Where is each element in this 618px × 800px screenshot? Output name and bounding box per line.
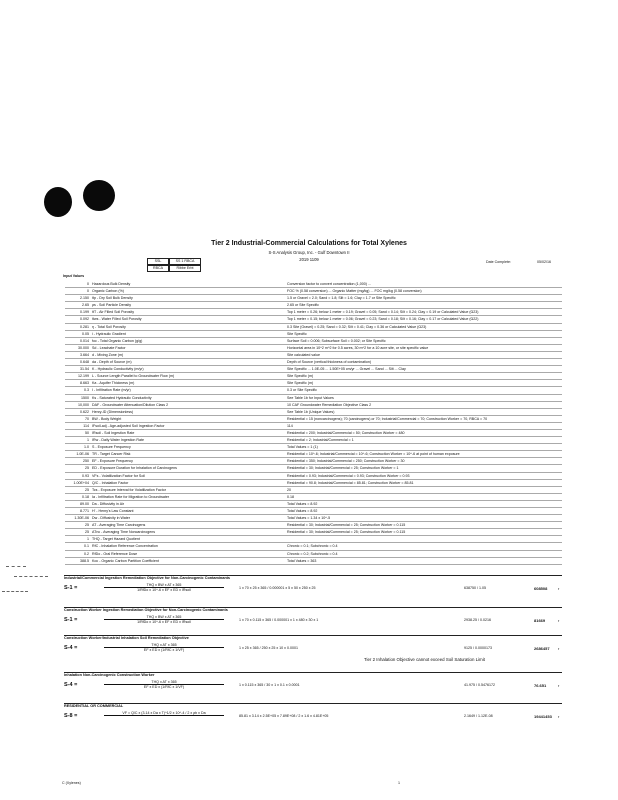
formula-evaluated: 41.975 / 0.5476172 <box>464 683 495 687</box>
row-description: RfC - Inhalation Reference Concentration <box>92 544 158 549</box>
row-value: 3.664 <box>80 352 89 357</box>
row-description: Dw - Diffusivity in Water <box>92 516 130 521</box>
row-note: Total Values = 8.92 <box>287 501 318 506</box>
checkbox-ss1-rbca[interactable]: SS 1 RBCA <box>169 258 201 265</box>
formula-values: 1 x 0.115 x 365 / 30 x 1 x 0.1 x 0.0001 <box>239 683 300 687</box>
row-value: 1.00E+04 <box>73 480 89 485</box>
input-row <box>65 366 562 373</box>
input-row <box>65 380 562 387</box>
row-value: 89.00 <box>80 501 89 506</box>
row-note: Site Specific ... 1.0E-05 ... 1.50E+05 cm/yr ... Gravel ... Sand ... Silt ... Clay <box>287 367 406 372</box>
row-note: Residential = 200; Industrial/Commercial = 50; Construction Worker = 480 <box>287 430 405 435</box>
row-note: Top 1 meter = 0.15; below 1 meter = 0.06; Gravel = 0.23; Sand = 0.18; Silt = 0.16; Clay = 0.17 or Calculated Value (Ω22) <box>287 317 479 322</box>
row-description: AT - Averaging Time Carcinogens <box>92 523 146 528</box>
row-note: Site Specific (m) <box>287 381 314 386</box>
input-row <box>65 487 562 494</box>
row-value: 1500 <box>81 395 89 400</box>
input-row <box>65 338 562 345</box>
row-description: IRsoil - Soil Ingestion Rate <box>92 430 135 435</box>
row-note: Total Values = 1.34 x 10^-5 <box>287 516 331 521</box>
row-note: Residential = 15 (noncarcinogens); 70 (carcinogens) or 70; Industrial/Commercial = 70; Construction Worker = 70, RBCA = 70 <box>287 416 488 421</box>
row-value: 0.3 <box>84 388 89 393</box>
formula-label: S-8 = <box>64 713 78 719</box>
row-note: 0.3 or Site Specific <box>287 388 317 393</box>
section-heading: Construction Worker Ingestion Remediation Objective for Non-Carcinogenic Contaminants <box>64 608 228 612</box>
calculation-section <box>64 672 562 699</box>
row-description: L - Source Length Parallel to Groundwater Flow (m) <box>92 374 175 379</box>
row-value: 1.0E-06 <box>76 452 89 457</box>
row-value: 2.65 <box>82 303 89 308</box>
date-complete-label: Date Complete: <box>486 260 511 264</box>
row-value: 0.1 <box>84 544 89 549</box>
row-note: Total Values = 8.92 <box>287 509 318 513</box>
row-note: 0.3 Site (Gravel) = 0.25; Sand = 0.32; Silt = 0.41; Clay = 0.36 or Calculated Value (Ω23) <box>287 324 427 329</box>
row-description: Henry-ID (Dimensionless) <box>92 409 134 414</box>
result-unit: r <box>558 586 560 591</box>
formula-values: 1 x 25 x 365 / 250 x 25 x 10 x 0.0001 <box>239 646 298 650</box>
row-description: IFsoil-adj - Age-adjusted Soil Ingestion Factor <box>92 423 165 428</box>
row-note: See Table 1b (Unique Values) <box>287 409 335 414</box>
input-row <box>65 316 562 323</box>
row-note: Top 1 meter = 0.26; below 1 meter = 0.19; Gravel = 0.05; Sand = 0.14; Silt = 0.24; Clay = 0.19 or Calculated Value (Ω23) <box>287 310 479 315</box>
formula-numerator: THQ x AT x 365 <box>104 643 224 648</box>
calculation-section <box>64 575 562 602</box>
formula-fraction <box>104 615 224 624</box>
row-value: 1.0 <box>84 445 89 450</box>
formula-result: 19441453 <box>534 714 552 719</box>
row-note: 2.65 or Site Specific <box>287 303 319 308</box>
row-value: 1 <box>87 537 89 542</box>
margin-mark <box>2 591 28 592</box>
row-description: θT - Air Filled Soil Porosity <box>92 310 135 315</box>
row-description: DAF - Groundwater Attenuation/Dilution Class 2 <box>92 402 169 407</box>
row-value: 0.014 <box>80 338 89 343</box>
date-line: 2019 1109 <box>299 257 319 262</box>
formula-numerator: THQ x BW x AT x 365 <box>104 583 224 588</box>
row-description: η - Total Soil Porosity <box>92 324 126 329</box>
row-value: 25 <box>85 523 89 528</box>
formula-fraction <box>104 680 224 689</box>
input-row <box>65 536 562 543</box>
scan-blob-left <box>44 187 72 217</box>
row-value: 1.30E-06 <box>74 516 89 521</box>
row-note: Residential = 350; Industrial/Commercial = 250; Construction Worker = 30 <box>287 459 405 464</box>
section-note: Tier 2 Inhalation Objective cannot exceed Soil Saturation Limit <box>364 657 485 662</box>
input-row <box>65 508 562 515</box>
formula-denominator: EF x ED x (1/RfC x 1/VF) <box>143 685 185 689</box>
formula-fraction <box>104 643 224 652</box>
row-value: 30.000 <box>78 345 89 350</box>
row-note: Residential = 90.8; Industrial/Commercial = 85.81; Construction Worker = 85.81 <box>287 480 414 485</box>
input-row <box>65 480 562 487</box>
input-values-table <box>65 281 562 565</box>
row-note: Chronic = 0.1; Subchronic = 0.4 <box>287 544 338 549</box>
row-description: TR - Target Cancer Risk <box>92 452 131 457</box>
row-description: THQ - Target Hazard Quotient <box>92 537 140 542</box>
formula-numerator: VF = Q/C x (3.14 x Da x T)^1/2 x 10^-4 / 2 x ρb x Da <box>104 711 224 716</box>
input-row <box>65 409 562 416</box>
row-value: 0 <box>87 289 89 294</box>
formula-label: S-1 = <box>64 617 78 623</box>
row-description: Organic Carbon (%) <box>92 289 124 294</box>
row-description: K - Hydraulic Conductivity (m/yr) <box>92 367 144 372</box>
input-row <box>65 331 562 338</box>
row-description: VFs - Volatilization Factor for Soil <box>92 473 145 478</box>
row-description: da - Depth of Source (m) <box>92 360 132 365</box>
formula-result: 81669 <box>534 618 546 623</box>
formula-label: S-1 = <box>64 585 78 591</box>
row-note: Residential = 10^-6; Industrial/Commercial = 10^-6; Construction Worker = 10^-6 at point of human exposure <box>287 452 460 457</box>
checkbox-rbca[interactable]: RBCA <box>147 265 169 272</box>
row-note: Horizontal area in 10^2 m^2 for 0.5 acres, 30 m^2 for a 10 acre site, or site specific value <box>287 345 429 350</box>
row-description: H' - Henry's Law Constant <box>92 509 134 513</box>
row-description: Ka - Aquifer Thickness (m) <box>92 381 135 386</box>
row-value: 0.648 <box>80 360 89 365</box>
row-note: Residential = 0.93; Industrial/Commercial = 0.93; Construction Worker = 0.93 <box>287 473 410 478</box>
input-row <box>65 395 562 402</box>
formula-values: 1 x 70 x 25 x 365 / 0.000001 x 5 x 50 x 250 x 25 <box>239 586 316 590</box>
input-row <box>65 458 562 465</box>
row-value: 0.199 <box>80 310 89 315</box>
company-line: S-S Analysis Group, Inc. - Gulf Downtown II <box>268 250 350 255</box>
input-row <box>65 309 562 316</box>
checkbox-ribbe-erbt[interactable]: Ribbe Erbt <box>169 265 201 272</box>
row-value: 388.5 <box>80 558 89 563</box>
row-description: Koc - Organic Carbon Partition Coefficient <box>92 558 159 563</box>
input-row <box>65 324 562 331</box>
margin-mark <box>14 576 48 577</box>
row-value: 0.93 <box>82 473 89 478</box>
row-description: Sd - Leachate Factor <box>92 345 126 350</box>
input-row <box>65 444 562 451</box>
formula-result: 76.651 <box>534 683 547 688</box>
row-value: 12.199 <box>78 374 89 379</box>
input-row <box>65 543 562 550</box>
formula-denominator: 1/RfDo x 10^-6 x EF x ED x IRsoil <box>137 620 191 624</box>
result-unit: r <box>558 714 560 719</box>
scan-blob-right <box>83 180 115 211</box>
formula-numerator: THQ x AT x 365 <box>104 680 224 685</box>
row-value: 0.18 <box>82 494 89 499</box>
row-note: FOC % (0.58 conversion) ... Organic Matter (mg/kg) ... FOC mg/kg (0.58 conversion) <box>287 289 422 294</box>
formula-label: S-4 = <box>64 682 78 688</box>
calculation-section <box>64 607 562 634</box>
calculation-section <box>64 635 562 662</box>
row-value: 25 <box>85 466 89 471</box>
row-note: Surface Soil = 0.006; Subsurface Soil = 0.002; or Site Specific <box>287 338 386 343</box>
result-unit: r <box>558 683 560 688</box>
formula-label: S-4 = <box>64 645 78 651</box>
formula-numerator: THQ x BW x AT x 365 <box>104 615 224 620</box>
result-unit: r <box>558 618 560 623</box>
input-row <box>65 281 562 288</box>
formula-evaluated: 2.1649 / 1.12E-08 <box>464 714 493 718</box>
section-heading: RESIDENTIAL OR COMMERCIAL <box>64 704 124 708</box>
row-value: 0.281 <box>80 324 89 329</box>
row-description: d - Mixing Zone (m) <box>92 352 124 357</box>
section-heading: Industrial/Commercial Ingestion Remediation Objective for Non-Carcinogenic Contaminants <box>64 576 231 580</box>
row-description: Q/C - Inhalation Factor <box>92 480 129 485</box>
row-description: ATnc - Averaging Time Noncarcinogens <box>92 530 155 535</box>
row-note: 20 <box>287 487 291 492</box>
input-row <box>65 515 562 522</box>
formula-evaluated: 638750 / 1.05 <box>464 586 486 590</box>
row-note: 10 CAF Groundwater Remediation Objective Class 2 <box>287 402 372 407</box>
calculation-section <box>64 703 562 730</box>
row-value: 0.05 <box>82 331 89 336</box>
row-description: S - Exposure Frequency <box>92 445 131 450</box>
input-row <box>65 522 562 529</box>
row-description: EF - Exposure Frequency <box>92 459 133 464</box>
row-description: foc - Total Organic Carbon (g/g) <box>92 338 143 343</box>
row-description: ED - Exposure Duration for Inhalation of Carcinogens <box>92 466 177 471</box>
row-value: 8.663 <box>80 381 89 386</box>
formula-evaluated: 2938.25 / 0.0216 <box>464 618 491 622</box>
row-description: RfDo - Oral Reference Dose <box>92 551 138 556</box>
row-value: 10,000 <box>78 402 89 407</box>
row-note: See Table 1b for Input Values <box>287 395 334 400</box>
input-row <box>65 302 562 309</box>
formula-evaluated: 9125 / 0.0000173 <box>464 646 492 650</box>
section-heading: Construction Worker/Industrial Inhalation Soil Remediation Objective <box>64 636 189 640</box>
row-note: Site calculated value <box>287 352 320 357</box>
row-description: Hazardous Bulk Density <box>92 282 131 286</box>
input-row <box>65 402 562 409</box>
row-value: 25 <box>85 487 89 492</box>
row-value: 8.771 <box>80 509 89 513</box>
row-note: Residential = 30; Industrial/Commercial = 25; Construction Worker = 1 <box>287 466 399 471</box>
input-row <box>65 494 562 501</box>
row-value: 0.2 <box>84 551 89 556</box>
row-description: i - Hydraulic Gradient <box>92 331 126 336</box>
formula-denominator: 1/RfDo x 10^-6 x EF x ED x IRsoil <box>137 588 191 592</box>
row-value: 70 <box>85 416 89 421</box>
input-row <box>65 288 562 295</box>
result-unit: r <box>558 646 560 651</box>
row-note: Chronic = 0.2; Subchronic = 0.4 <box>287 551 338 556</box>
input-row <box>65 473 562 480</box>
row-note: Total Values = 363 <box>287 558 317 563</box>
row-note: Residential = 2; Industrial/Commercial = 1 <box>287 438 354 443</box>
input-row <box>65 359 562 366</box>
row-description: Tcs - Exposure Interval for Volatilization Factor <box>92 487 166 492</box>
row-value: 250 <box>83 459 89 464</box>
row-description: θws - Water Filled Soil Porosity <box>92 317 142 322</box>
formula-values: 85.81 x 3.14 x 2.5E+05 x 7.89E+08 / 2 x 1.6 x 4.81E+05 <box>239 714 329 718</box>
input-row <box>65 295 562 302</box>
formula-fraction <box>104 711 224 716</box>
row-note: Site Specific <box>287 331 307 336</box>
row-note: Site Specific (m) <box>287 374 314 379</box>
formula-fraction <box>104 583 224 592</box>
page-number: 1 <box>398 781 400 785</box>
row-value: 31.54 <box>80 367 89 372</box>
row-value: 50 <box>85 430 89 435</box>
row-description: Da - Diffusivity in Air <box>92 501 125 506</box>
margin-mark <box>6 566 26 567</box>
input-row <box>65 437 562 444</box>
row-note: Conversion factor to convert concentration (1,000) ... <box>287 282 371 286</box>
input-row <box>65 465 562 472</box>
row-description: IRw - Daily Water Ingestion Rate <box>92 438 144 443</box>
input-row <box>65 423 562 430</box>
formula-denominator: EF x ED x (1/RfC x 1/VF) <box>143 648 185 652</box>
input-row <box>65 551 562 558</box>
input-row <box>65 529 562 536</box>
row-value: 0 <box>87 282 89 286</box>
row-description: BW - Body Weight <box>92 416 122 421</box>
input-row <box>65 387 562 394</box>
input-row <box>65 451 562 458</box>
row-note: 1.5 or Gravel = 2.0; Sand = 1.8; Silt = 1.6; Clay = 1.7 or Site Specific <box>287 296 396 301</box>
row-note: 0.18 <box>287 494 294 499</box>
input-row <box>65 501 562 508</box>
row-note: Residential = 30; Industrial/Commercial = 25; Construction Worker = 0.115 <box>287 523 406 528</box>
inputs-label: Input Values <box>63 274 85 278</box>
row-note: Total Values = 1 (1) <box>287 445 318 450</box>
row-value: 0.092 <box>80 317 89 322</box>
input-row <box>65 430 562 437</box>
checkbox-ssl[interactable]: SSL <box>147 258 169 265</box>
input-row <box>65 345 562 352</box>
formula-values: 1 x 70 x 0.115 x 365 / 0.000001 x 1 x 480 x 30 x 1 <box>239 618 319 622</box>
row-note: Depth of Source (vertical thickness of contamination) <box>287 360 372 365</box>
row-description: I - Infiltration Rate (m/yr) <box>92 388 131 393</box>
input-row <box>65 352 562 359</box>
row-value: 1 <box>87 438 89 443</box>
formula-result: 2686457 <box>534 646 550 651</box>
row-description: Ks - Saturated Hydraulic Conductivity <box>92 395 152 400</box>
row-description: θp - Dry Soil Bulk Density <box>92 296 133 301</box>
row-value: 2.150 <box>80 296 89 301</box>
row-description: ρs - Soil Particle Density <box>92 303 131 308</box>
formula-result: 608508 <box>534 586 548 591</box>
row-note: Residential = 30; Industrial/Commercial = 25; Construction Worker = 0.115 <box>287 530 406 535</box>
row-value: 0.622 <box>80 409 89 414</box>
row-description: Ia - Infiltration Rate for Migration to Groundwater <box>92 494 170 499</box>
page-title: Tier 2 Industrial-Commercial Calculations for Total Xylenes <box>211 240 407 247</box>
row-value: 25 <box>85 530 89 535</box>
input-row <box>65 373 562 380</box>
row-note: 114 <box>287 423 293 428</box>
input-row <box>65 416 562 423</box>
date-complete-value: 05/02/16 <box>537 260 551 264</box>
row-value: 114 <box>83 423 89 428</box>
footer-left: C (Xylenes) <box>62 781 81 785</box>
input-row <box>65 558 562 565</box>
section-heading: Inhalation Non-Carcinogenic Construction Worker <box>64 673 155 677</box>
